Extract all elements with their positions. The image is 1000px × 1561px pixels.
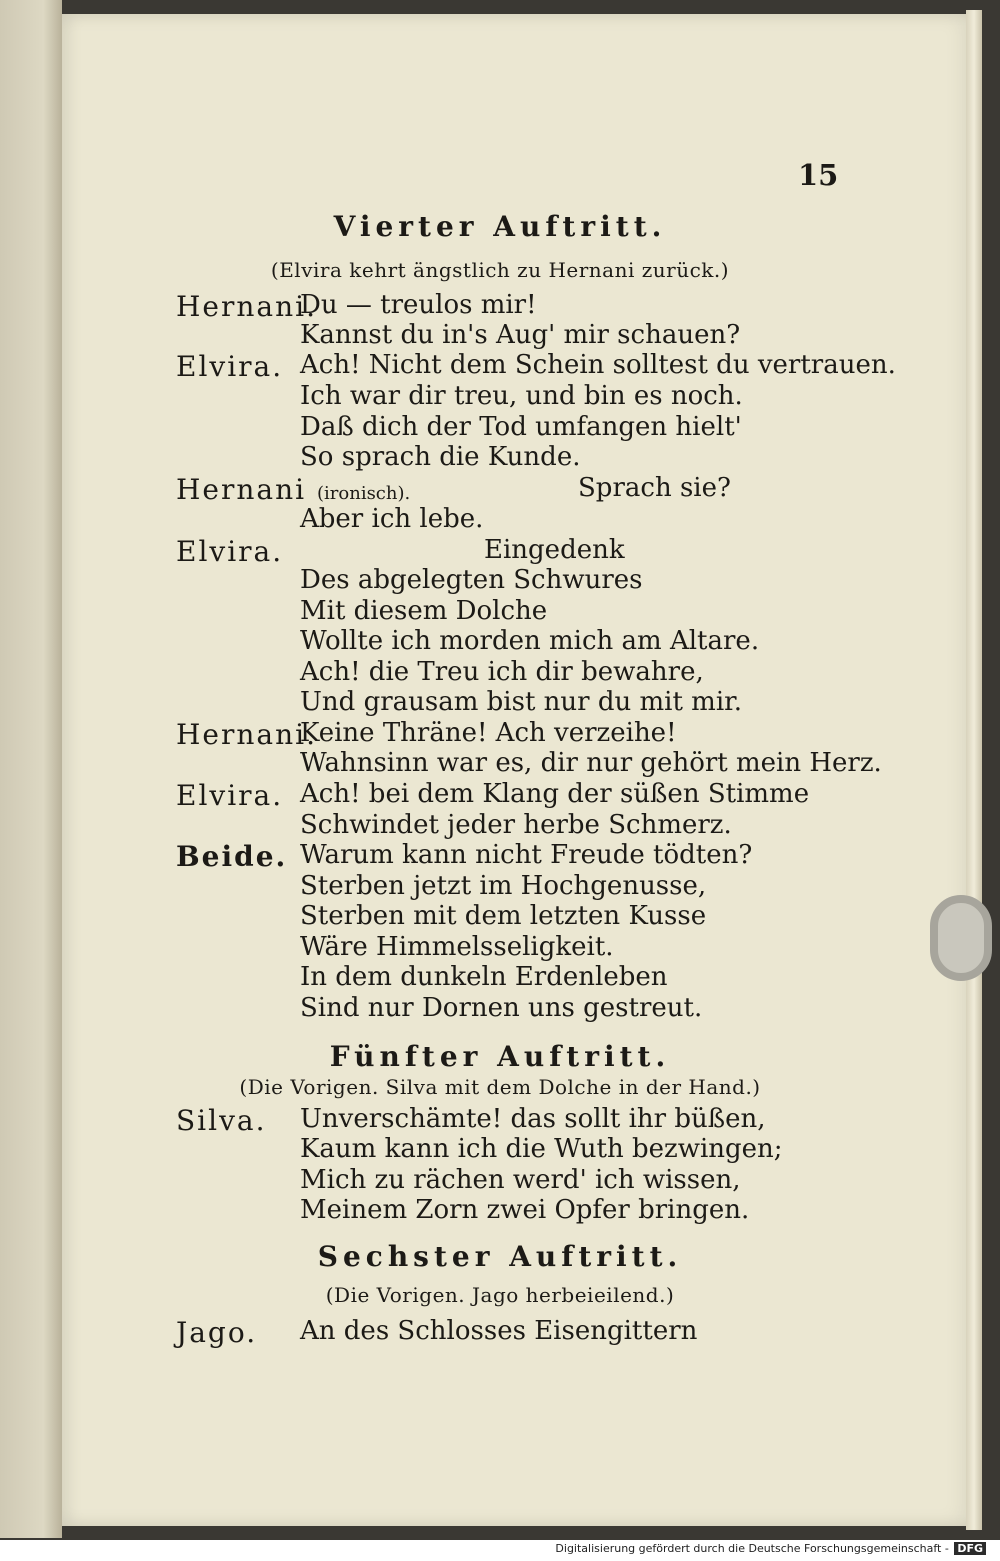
verse-line: Mich zu rächen werd' ich wissen, — [300, 1165, 741, 1195]
verse-line: Sprach sie? — [578, 473, 731, 503]
paper-clip — [930, 895, 992, 981]
stage-direction-4: (Elvira kehrt ängstlich zu Hernani zurück.) — [270, 258, 730, 282]
verse-line: Meinem Zorn zwei Opfer bringen. — [300, 1195, 750, 1225]
verse-line: Wollte ich morden mich am Altare. — [300, 626, 760, 656]
verse-line: Aber ich lebe. — [300, 504, 484, 534]
verse-line: Mit diesem Dolche — [300, 596, 548, 626]
verse-line: Unverschämte! das sollt ihr büßen, — [300, 1104, 766, 1134]
speaker-hernani: Hernani. — [176, 290, 317, 323]
verse-line: Du — treulos mir! — [300, 290, 537, 320]
verse-line: Und grausam bist nur du mit mir. — [300, 687, 742, 717]
verse-line: Schwindet jeder herbe Schmerz. — [300, 810, 732, 840]
verse-line: Kannst du in's Aug' mir schauen? — [300, 320, 741, 350]
speaker-beide: Beide. — [176, 840, 288, 873]
verse-line: So sprach die Kunde. — [300, 442, 581, 472]
verse-line: Des abgelegten Schwures — [300, 565, 643, 595]
verse-line: Sind nur Dornen uns gestreut. — [300, 993, 703, 1023]
verse-line: Eingedenk — [484, 535, 625, 565]
speaker-elvira: Elvira. — [176, 779, 284, 812]
speaker-hernani: Hernani. — [176, 718, 317, 751]
verse-line: Wahnsinn war es, dir nur gehört mein Herz. — [300, 748, 882, 778]
verse-line: Ach! die Treu ich dir bewahre, — [300, 657, 704, 687]
stage-direction-6: (Die Vorigen. Jago herbeieilend.) — [325, 1283, 675, 1307]
speaker-hernani — [176, 473, 410, 506]
scene-heading-6: Sechster Auftritt. — [317, 1240, 683, 1273]
verse-line: An des Schlosses Eisengittern — [300, 1316, 698, 1346]
speaker-elvira: Elvira. — [176, 350, 284, 383]
verse-line: Kaum kann ich die Wuth bezwingen; — [300, 1134, 783, 1164]
speaker-jago: Jago. — [176, 1316, 258, 1349]
funding-credit — [555, 1542, 986, 1555]
verse-line: Wäre Himmelsseligkeit. — [300, 932, 614, 962]
page-number: 15 — [798, 158, 839, 192]
verse-line: Sterben jetzt im Hochgenusse, — [300, 871, 707, 901]
speaker-elvira: Elvira. — [176, 535, 284, 568]
scene-heading-4: Vierter Auftritt. — [333, 210, 667, 243]
verse-line: Sterben mit dem letzten Kusse — [300, 901, 707, 931]
scene-heading-5: Fünfter Auftritt. — [329, 1040, 671, 1073]
verse-line: Ach! Nicht dem Schein solltest du vertrauen. — [300, 350, 896, 380]
funding-text: Digitalisierung gefördert durch die Deutsche Forschungsgemeinschaft - — [555, 1542, 949, 1555]
speaker-name: Hernani — [176, 473, 307, 506]
verse-line: In dem dunkeln Erdenleben — [300, 962, 668, 992]
verse-line: Keine Thräne! Ach verzeihe! — [300, 718, 677, 748]
verse-line: Ach! bei dem Klang der süßen Stimme — [300, 779, 810, 809]
verse-line: Daß dich der Tod umfangen hielt' — [300, 412, 742, 442]
speaker-direction: (ironisch). — [317, 483, 411, 504]
verse-line: Ich war dir treu, und bin es noch. — [300, 381, 743, 411]
stage-direction-5: (Die Vorigen. Silva mit dem Dolche in der Hand.) — [239, 1075, 761, 1099]
dfg-logo: DFG — [954, 1542, 986, 1555]
speaker-silva: Silva. — [176, 1104, 267, 1137]
verse-line: Warum kann nicht Freude tödten? — [300, 840, 753, 870]
